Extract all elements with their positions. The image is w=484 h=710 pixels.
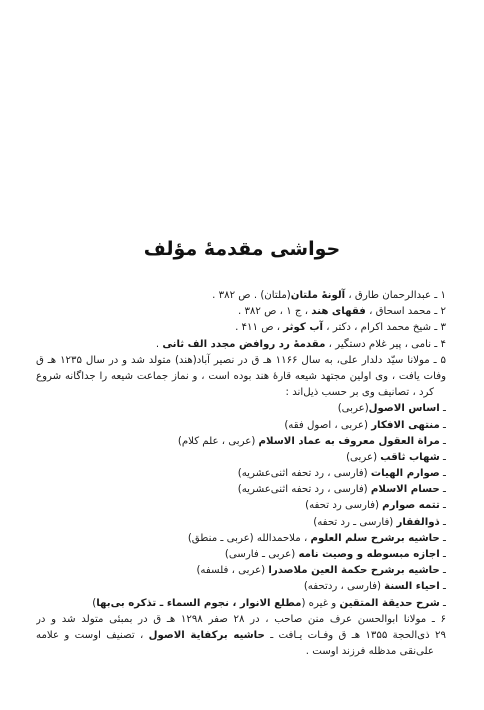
- note-text: (ملتان) . ص ۳۸۲ .: [212, 290, 291, 301]
- note-text: (عربی): [337, 403, 369, 415]
- note-text: وفات یافت ، وی اولین مجتهد شیعه قارهٔ هند بوده است ، و نماز جماعت شیعه را جداگانه شروع: [36, 370, 446, 382]
- note-text: ۱ ـ عبدالرحمان طارق ،: [345, 290, 446, 301]
- note-title: احیاء السنة: [384, 581, 440, 593]
- note-title: تتمه صوارم: [382, 500, 440, 512]
- note-text: ، ج ۱ ، ص ۳۸۲ .: [237, 306, 312, 318]
- note-text: ۲۹ ذی‌الحجة ۱۳۵۵ هـ ق وفـات یـافت ـ: [264, 629, 446, 641]
- note-text: ): [92, 597, 97, 609]
- note-line: [36, 466, 446, 482]
- note-text: ـ: [439, 581, 446, 593]
- note-text: (عربی ، اصول فقه): [284, 419, 372, 431]
- note-title: فقهای هند: [311, 306, 366, 318]
- note-text: (عربی ـ فارسی): [224, 549, 299, 560]
- note-title: حاشیه برشرح سلم العلوم: [310, 532, 440, 544]
- note-text: (فارسی ، ردتحفه): [303, 581, 385, 593]
- note-text: ، ص ۴۱۱ .: [235, 322, 284, 334]
- note-title: صوارم الهیات: [370, 468, 440, 480]
- notes-block: [36, 288, 446, 660]
- note-text: ـ: [439, 500, 446, 512]
- note-line: [36, 434, 446, 450]
- note-title: حسام الاسلام: [370, 484, 440, 496]
- note-text: ـ: [439, 403, 446, 415]
- note-text: ـ: [439, 516, 446, 528]
- note-line: [36, 596, 446, 612]
- note-text: (عربی): [346, 451, 381, 463]
- note-title: شهاب ثاقب: [380, 451, 440, 463]
- note-line: [36, 515, 446, 531]
- note-line: [36, 401, 446, 417]
- note-line: [36, 563, 446, 579]
- note-line: [36, 418, 446, 434]
- note-text: ـ: [439, 468, 446, 480]
- note-text: (فارسی رد تحفه): [305, 500, 383, 512]
- note-line: [36, 337, 446, 353]
- note-title: مراة العقول معروف به عماد الاسلام: [258, 435, 440, 447]
- note-title: اجازه مبسوطه و وصیت نامه: [298, 549, 440, 560]
- note-text: .: [155, 338, 163, 350]
- note-line: [36, 353, 446, 369]
- note-title: اساس الاصول: [368, 403, 440, 415]
- note-text: ـ: [439, 435, 446, 447]
- note-text: کرد ، تصانیف وی بر حسب ذیل‌اند :: [285, 387, 434, 399]
- note-text: ۳ ـ شیخ محمد اکرام ، دکتر ،: [323, 322, 446, 334]
- note-line: [36, 385, 446, 401]
- note-text: (عربی ، فلسفه): [196, 565, 269, 577]
- note-text: علی‌نقی مدظله فرزند اوست .: [305, 646, 434, 658]
- note-text: ـ: [439, 532, 446, 544]
- note-text: (فارسی ، رد تحفه اثنی‌عشریه): [237, 484, 371, 496]
- note-line: [36, 288, 446, 304]
- note-text: ۴ ـ نامی ، پیر غلام دستگیر ،: [325, 338, 446, 350]
- note-text: ـ: [439, 597, 446, 609]
- note-text: ـ: [439, 549, 446, 560]
- note-line: [36, 628, 446, 644]
- note-title: حاشیه برشرح حکمة العین ملاصدرا: [268, 565, 440, 577]
- note-text: و غیره (: [301, 597, 340, 609]
- note-line: [36, 498, 446, 514]
- note-line: [36, 547, 446, 563]
- note-text: ، ملاحمدالله (عربی ـ منطق): [187, 532, 311, 544]
- note-text: ـ: [439, 565, 446, 577]
- note-text: ۲ ـ محمد اسحاق ،: [365, 306, 446, 318]
- note-line: [36, 369, 446, 385]
- note-title: شرح حدیقة المتقین: [339, 597, 440, 609]
- note-text: ـ: [439, 419, 446, 431]
- note-line: [36, 320, 446, 336]
- note-line: [36, 531, 446, 547]
- note-text: (فارسی ، رد تحفه اثنی‌عشریه): [237, 468, 371, 480]
- note-line: [36, 579, 446, 595]
- note-line: [36, 644, 446, 660]
- section-heading: حواشی مقدمهٔ مؤلف: [143, 238, 341, 260]
- note-text: ـ: [439, 484, 446, 496]
- note-title: آب کوثر: [283, 322, 324, 334]
- note-line: [36, 612, 446, 628]
- note-line: [36, 450, 446, 466]
- note-title: مطلع الانوار ، نجوم السماء ـ تذکره بی‌بها: [96, 597, 302, 609]
- note-line: [36, 482, 446, 498]
- note-title: حاشیه برکفایة الاصول: [148, 629, 265, 641]
- note-text: (عربی ، علم کلام): [177, 435, 259, 447]
- note-title: مقدمهٔ رد روافض مجدد الف ثانی: [162, 338, 326, 350]
- note-text: ـ: [439, 451, 446, 463]
- note-title: ذوالفقار: [396, 516, 440, 528]
- note-text: (فارسی ـ رد تحفه): [313, 516, 397, 528]
- note-text: ، تصنیف اوست و علامه: [36, 629, 149, 641]
- note-title: منتهی الافکار: [371, 419, 440, 431]
- note-text: ۵ ـ مولانا سیّد دلدار علی، به سال ۱۱۶۶ هـ ق در نصیر آباد(هند) متولد شد و در سال ۱۲۳۵ هـ ق: [36, 354, 446, 366]
- note-text: ۶ ـ مولانا ابوالحسن عرف منن صاحب ، در ۲۸ صفر ۱۲۹۸ هـ ق در بمبئی متولد شد و در: [36, 613, 446, 625]
- note-line: [36, 304, 446, 320]
- note-title: آلونهٔ ملتان: [290, 290, 346, 301]
